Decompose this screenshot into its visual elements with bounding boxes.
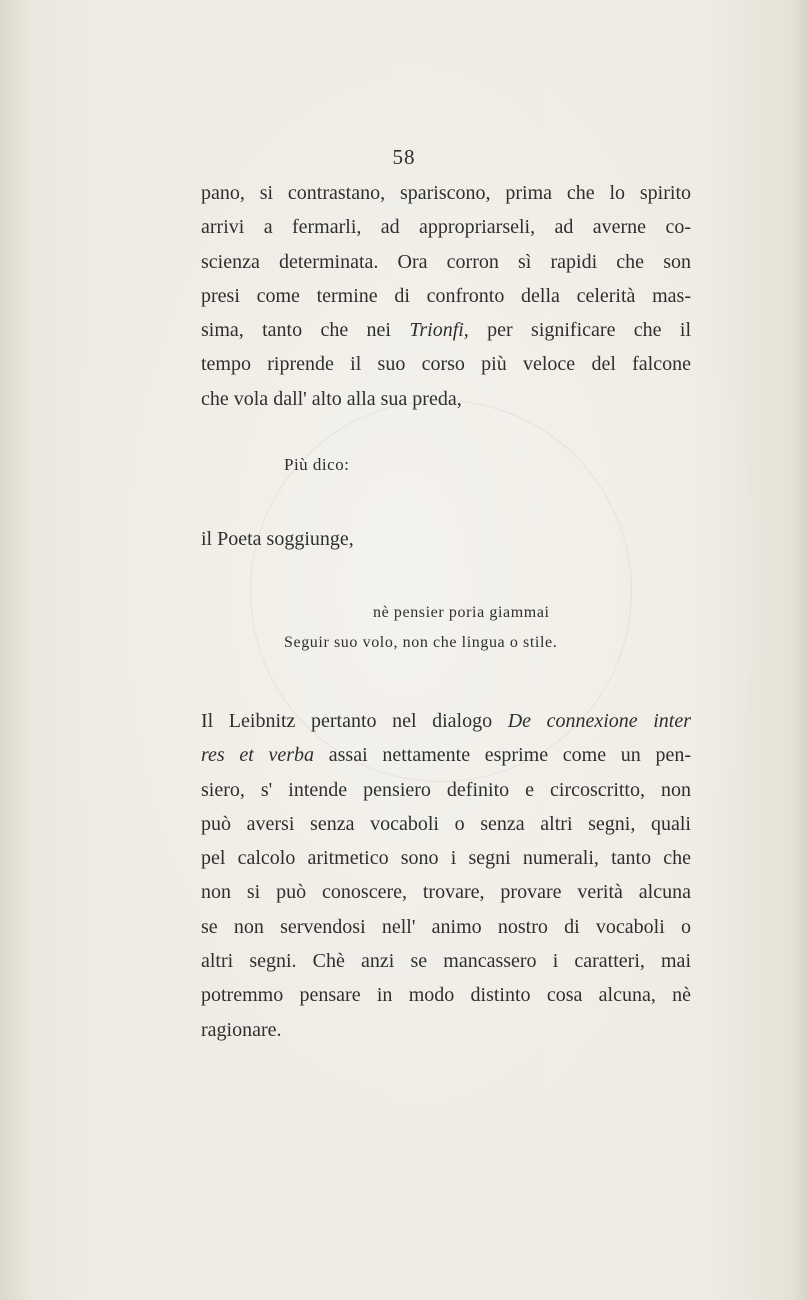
text-line: può aversi senza vocaboli o senza altri segni, quali	[201, 812, 691, 835]
text-line-with-italic	[201, 738, 691, 772]
text-line: potremmo pensare in modo distinto cosa alcuna, nè	[201, 984, 691, 1007]
italic-title-res-et-verba: res et verba	[201, 744, 315, 767]
text-line: se non servendosi nell' animo nostro di vocaboli o	[201, 915, 691, 938]
verse-line-1: nè pensier poria giammai	[373, 604, 550, 621]
text-line: siero, s' intende pensiero definito e circoscritto, non	[201, 778, 691, 801]
paragraph-1	[201, 176, 691, 416]
piu-dico-line: Più dico:	[284, 455, 350, 474]
text-segment: assai nettamente esprime come un pen-	[328, 744, 692, 767]
poeta-line: il Poeta soggiunge,	[201, 528, 354, 550]
paragraph-2	[201, 704, 691, 1047]
italic-title-trionfi: Trionfi,	[409, 319, 469, 342]
text-line-with-italic	[201, 704, 691, 738]
text-line: non si può conoscere, trovare, provare verità alcuna	[201, 881, 691, 904]
text-line: ragionare.	[201, 1018, 282, 1041]
text-segment: sima, tanto che nei	[201, 319, 391, 342]
verse-line-2: Seguir suo volo, non che lingua o stile.	[284, 634, 558, 651]
page-number: 58	[392, 145, 416, 169]
text-line: tempo riprende il suo corso più veloce del falcone	[201, 353, 691, 376]
text-segment: per significare che il	[487, 319, 691, 342]
text-line: arrivi a fermarli, ad appropriarseli, ad averne co-	[201, 216, 691, 239]
text-segment: Il Leibnitz pertanto nel dialogo	[201, 710, 493, 732]
italic-title-de-connexione: De connexione inter	[507, 710, 691, 732]
text-line: pel calcolo aritmetico sono i segni numerali, tanto che	[201, 847, 691, 870]
text-line: pano, si contrastano, spariscono, prima che lo spirito	[201, 182, 691, 204]
text-line: altri segni. Chè anzi se mancassero i caratteri, mai	[201, 950, 691, 973]
text-line: presi come termine di confronto della celerità mas-	[201, 284, 691, 307]
text-line: scienza determinata. Ora corron sì rapidi che son	[201, 250, 691, 273]
text-line: che vola dall' alto alla sua preda,	[201, 387, 462, 410]
text-line-with-italic	[201, 313, 691, 347]
